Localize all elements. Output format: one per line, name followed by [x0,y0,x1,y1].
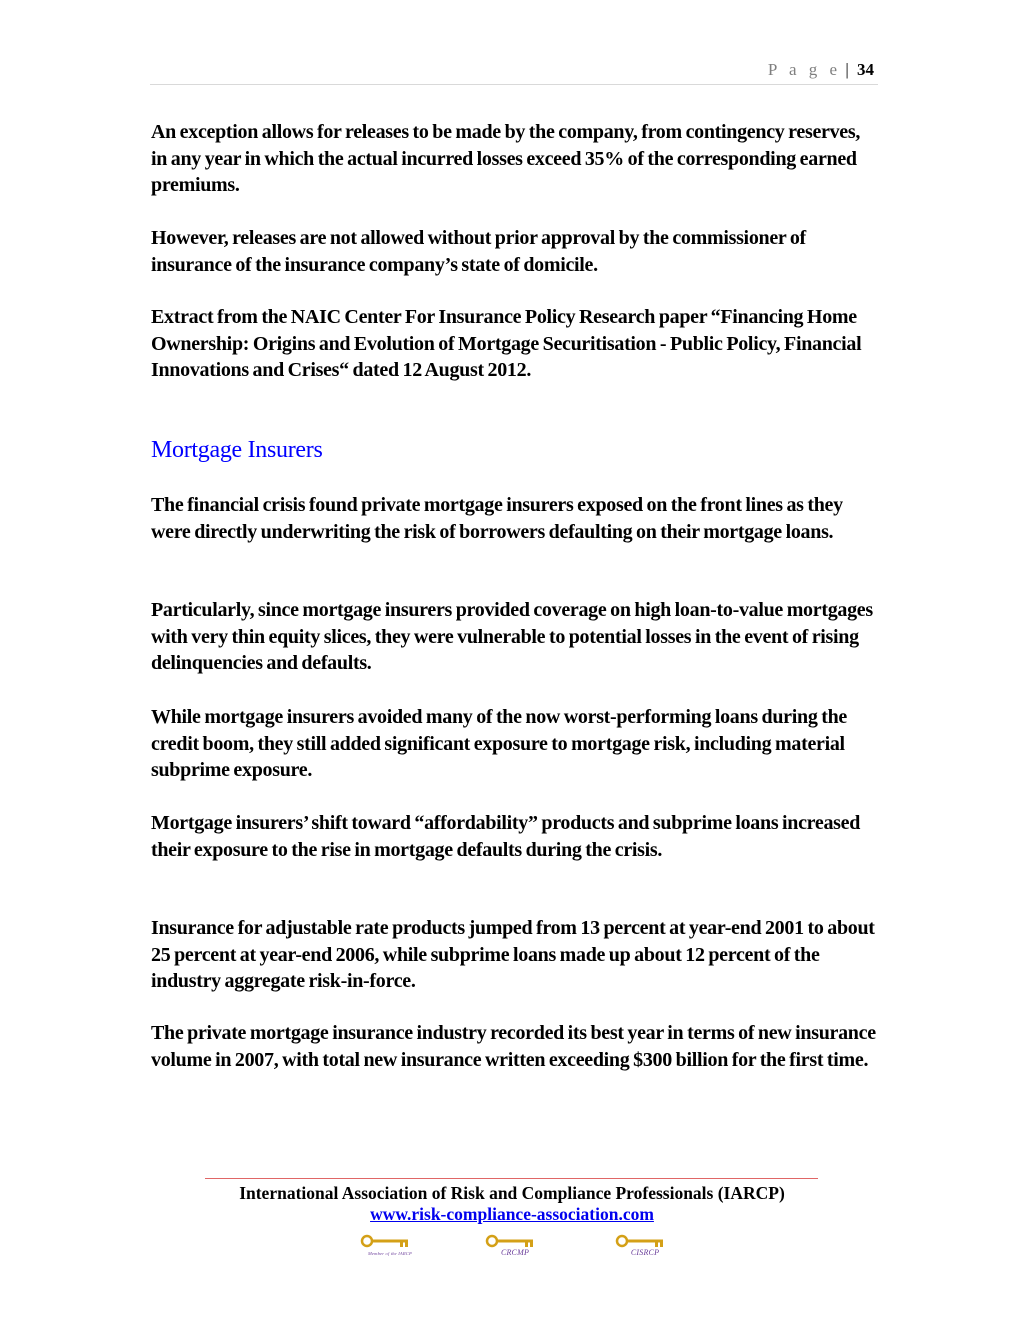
member-logo [360,1234,420,1262]
paragraph-affordability-shift: Mortgage insurers’ shift toward “affordability” products and subprime loans increased their exposure to the rise in mortgage defaults during the crisis. [151,812,861,861]
crcmp-logo [485,1234,545,1262]
header-page-number [768,60,874,80]
key-icon [360,1234,420,1250]
paragraph-financial-crisis: The financial crisis found private mortgage insurers exposed on the front lines as they were directly underwriting the risk of borrowers defaulting on their mortgage loans. [151,494,843,543]
page-number: 34 [857,60,874,79]
paragraph-exception-releases: An exception allows for releases to be made by the company, from contingency reserves, in any year in which the actual incurred losses exceed 35% of the corresponding earned premiums. [151,121,861,196]
cisrcp-logo [615,1234,675,1262]
header-divider [150,84,878,85]
logo-label-crcmp: CRCMP [500,1248,530,1257]
logo-label-cisrcp: CISRCP [630,1248,660,1257]
page-label: P a g e [767,60,842,79]
footer-divider [205,1178,818,1179]
logo-label-member: Member of the IARCP [368,1251,412,1256]
paragraph-high-ltv-coverage: Particularly, since mortgage insurers provided coverage on high loan-to-value mortgages with very thin equity slices, they were vulnerable to potential losses in the event of rising delinquencies and defaults. [151,599,873,674]
paragraph-releases-approval: However, releases are not allowed without prior approval by the commissioner of insurance of the insurance company’s state of domicile. [151,227,806,276]
section-heading-mortgage-insurers: Mortgage Insurers [151,437,323,463]
footer-website [0,1203,1024,1225]
footer-organization: International Association of Risk and Compliance Professionals (IARCP) [239,1183,785,1203]
website-link[interactable]: www.risk-compliance-association.com [370,1204,654,1224]
paragraph-naic-extract: Extract from the NAIC Center For Insurance Policy Research paper “Financing Home Ownership: Origins and Evolution of Mortgage Securitisation - Public Policy, Financial Innovations and Crises“ dated 12 August 2012. [151,306,862,381]
paragraph-credit-boom-exposure: While mortgage insurers avoided many of the now worst-performing loans during the credit boom, they still added significant exposure to mortgage risk, including material subprime exposure. [151,706,847,781]
paragraph-record-year-2007: The private mortgage insurance industry recorded its best year in terms of new insurance volume in 2007, with total new insurance written exceeding $300 billion for the first time. [151,1022,876,1071]
page-separator: | [845,60,849,79]
paragraph-adjustable-rate-products: Insurance for adjustable rate products jumped from 13 percent at year-end 2001 to about 25 percent at year-end 2006, while subprime loans made up about 12 percent of the industry aggregate risk-in-force. [151,917,875,992]
